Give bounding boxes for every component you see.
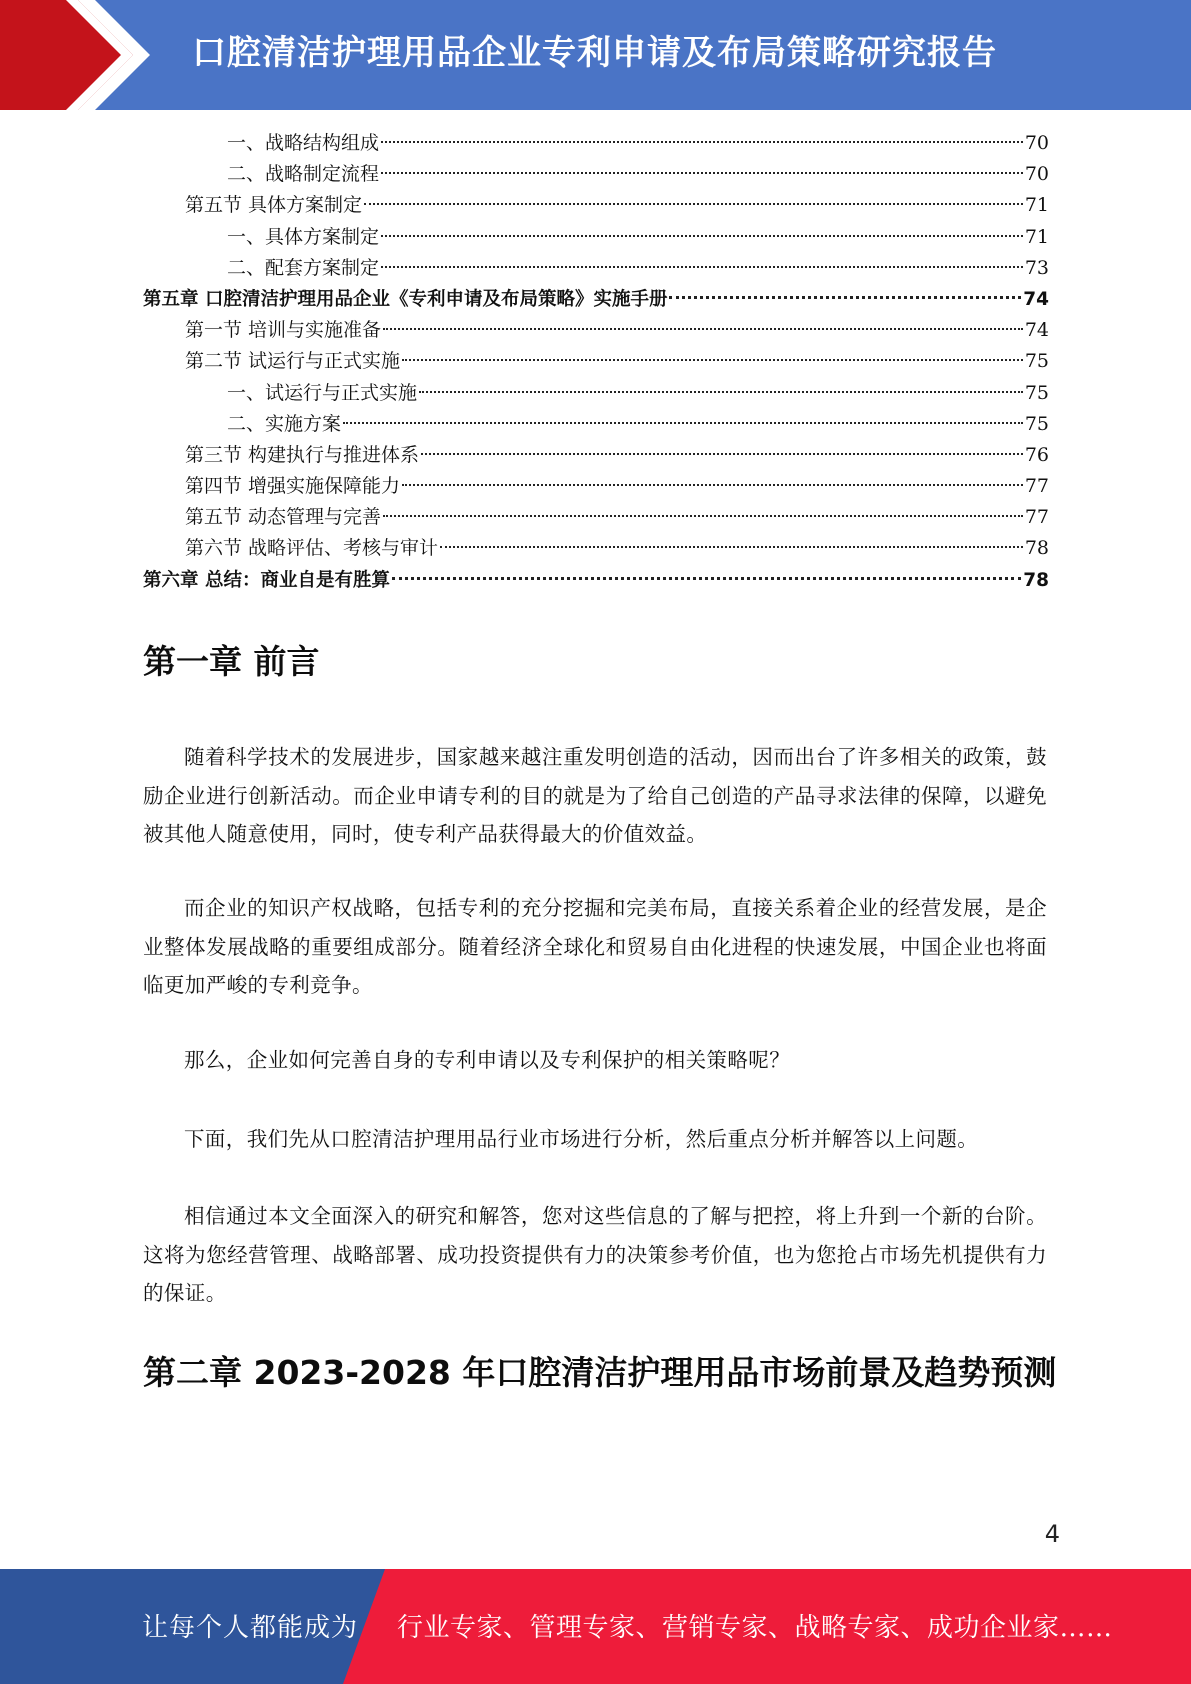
toc-dot-leader [343,422,1023,424]
toc-entry-title: 一、战略结构组成 [227,132,380,154]
toc-chapter-entry[interactable] [143,284,1049,315]
toc-entry-page: 74 [1024,319,1049,342]
toc-entry-page: 78 [1024,537,1049,560]
toc-entry-title: 第一节 培训与实施准备 [185,319,382,342]
toc-entry-page: 75 [1024,350,1049,373]
toc-entry-page: 76 [1024,443,1049,466]
toc-entry[interactable] [143,315,1049,346]
table-of-contents [143,128,1049,596]
toc-dot-leader [383,328,1023,330]
toc-dot-leader [381,141,1023,143]
toc-entry-title: 一、具体方案制定 [227,225,380,248]
toc-entry-title: 第五节 动态管理与完善 [185,506,382,529]
toc-dot-leader [381,266,1023,268]
chapter-1-heading: 第一章 前言 [143,642,320,681]
toc-entry[interactable] [143,190,1049,221]
toc-entry-title: 二、实施方案 [227,412,342,435]
toc-entry-page: 70 [1024,132,1049,154]
toc-dot-leader [381,235,1023,237]
toc-entry-title: 第六节 战略评估、考核与审计 [185,537,439,560]
footer-slogan-roles: 行业专家、管理专家、营销专家、战略专家、成功企业家…… [397,1613,1113,1643]
toc-entry-page: 77 [1024,475,1049,498]
page-header [0,0,1191,110]
toc-entry-title: 第二节 试运行与正式实施 [185,350,401,373]
toc-entry-title: 第三节 构建执行与推进体系 [185,443,420,466]
body-paragraph: 随着科学技术的发展进步，国家越来越注重发明创造的活动，因而出台了许多相关的政策，鼓励企业进行创新活动。而企业申请专利的目的就是为了给自己创造的产品寻求法律的保障，以避免被其他人随意使用，同时，使专利产品获得最大的价值效益。 [143,745,1047,846]
body-paragraph: 那么，企业如何完善自身的专利申请以及专利保护的相关策略呢？ [184,1048,791,1072]
toc-chapter-entry[interactable] [143,565,1049,596]
toc-dot-leader [381,172,1023,174]
toc-entry[interactable] [143,409,1049,440]
toc-entry-page: 75 [1024,381,1049,404]
toc-dot-leader [383,515,1023,517]
toc-dot-leader [402,484,1023,486]
toc-dot-leader [669,296,1021,299]
body-paragraph: 相信通过本文全面深入的研究和解答，您对这些信息的了解与把控，将上升到一个新的台阶。这将为您经营管理、战略部署、成功投资提供有力的决策参考价值，也为您抢占市场先机提供有力的保证。 [143,1204,1047,1305]
toc-dot-leader [440,546,1023,548]
toc-entry-page: 73 [1024,256,1049,279]
toc-entry[interactable] [143,533,1049,564]
toc-entry[interactable] [143,159,1049,190]
toc-entry-title: 第五节 具体方案制定 [185,194,363,217]
toc-entry-page: 78 [1023,569,1049,591]
toc-entry[interactable] [143,502,1049,533]
toc-entry[interactable] [143,128,1049,159]
toc-entry[interactable] [143,222,1049,253]
toc-entry-title: 一、试运行与正式实施 [227,381,418,404]
toc-entry-title: 第四节 增强实施保障能力 [185,475,401,498]
toc-entry[interactable] [143,346,1049,377]
body-paragraph: 下面，我们先从口腔清洁护理用品行业市场进行分析，然后重点分析并解答以上问题。 [184,1127,979,1151]
toc-dot-leader [392,577,1021,580]
toc-entry-page: 71 [1024,225,1049,248]
page-number: 4 [1044,1520,1060,1548]
chapter-2-heading: 第二章 2023-2028 年口腔清洁护理用品市场前景及趋势预测 [143,1353,1057,1392]
toc-dot-leader [364,203,1023,205]
toc-entry-page: 77 [1024,506,1049,529]
toc-entry-title: 二、战略制定流程 [227,163,380,186]
body-paragraph: 而企业的知识产权战略，包括专利的充分挖掘和完美布局，直接关系着企业的经营发展，是企业整体发展战略的重要组成部分。随着经济全球化和贸易自由化进程的快速发展，中国企业也将面临更加严峻的专利竞争。 [143,896,1047,997]
toc-entry-page: 71 [1024,194,1049,217]
toc-entry[interactable] [143,471,1049,502]
page-footer [0,1569,1191,1684]
toc-entry-title: 二、配套方案制定 [227,256,380,279]
footer-slogan-lead: 让每个人都能成为 [142,1613,359,1643]
toc-entry-title: 第五章 口腔清洁护理用品企业《专利申请及布局策略》实施手册 [143,288,668,310]
toc-dot-leader [419,391,1023,393]
toc-entry[interactable] [143,440,1049,471]
toc-entry[interactable] [143,253,1049,284]
toc-dot-leader [421,453,1023,455]
toc-entry-page: 70 [1024,163,1049,186]
report-title: 口腔清洁护理用品企业专利申请及布局策略研究报告 [192,33,997,73]
toc-entry-page: 75 [1024,412,1049,435]
toc-dot-leader [402,359,1023,361]
toc-entry-title: 第六章 总结：商业自是有胜算 [143,569,390,591]
toc-entry-page: 74 [1023,288,1049,310]
toc-entry[interactable] [143,378,1049,409]
